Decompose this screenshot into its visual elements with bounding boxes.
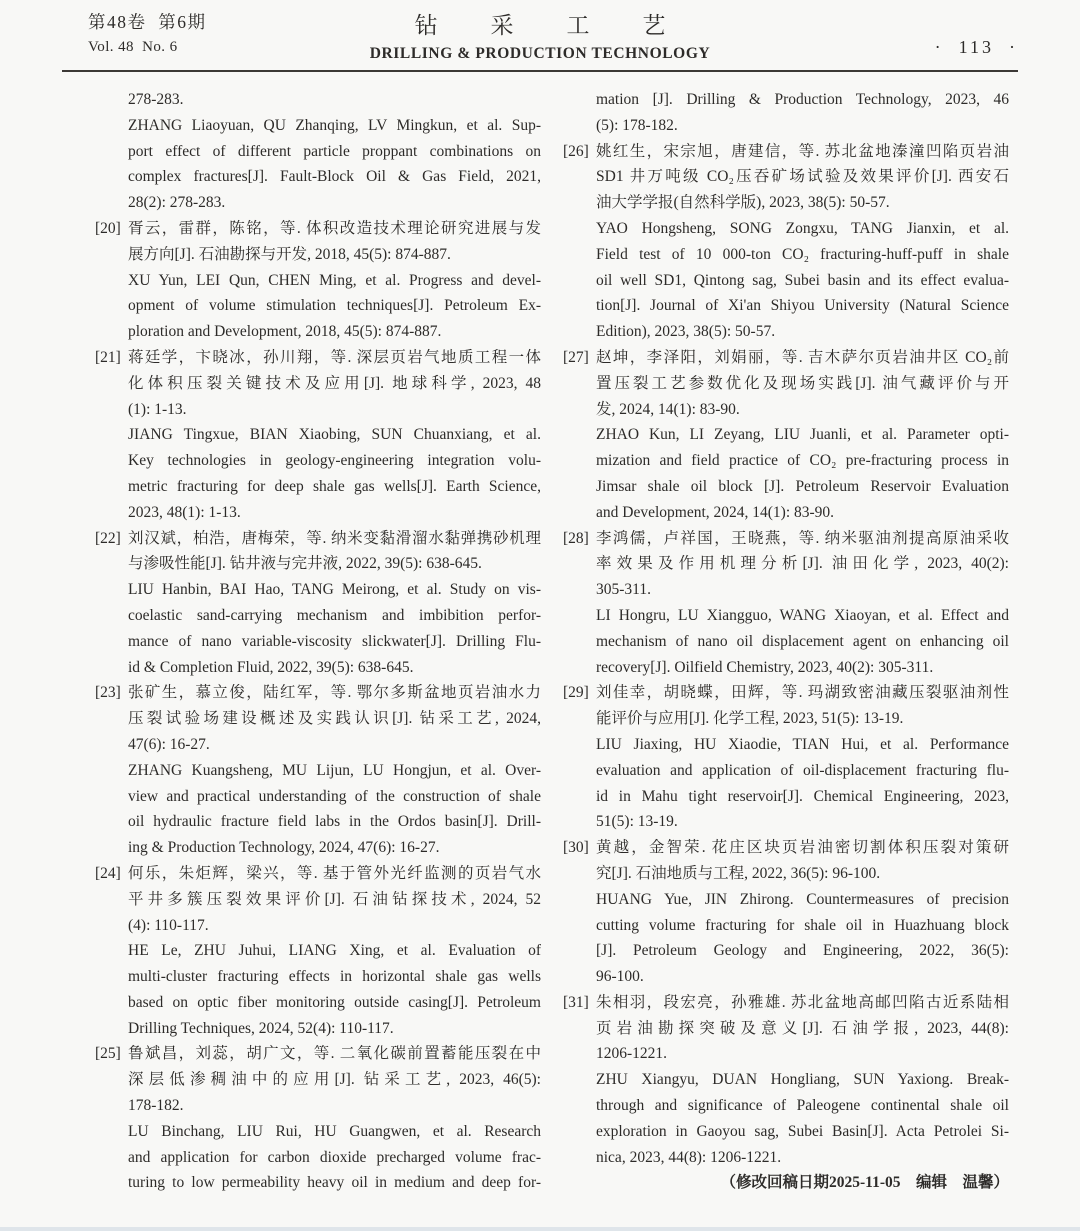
reference-line [95,861,541,887]
reference-line [95,1170,541,1196]
reference-text: oil well SD1, Qintong sag, Subei basin and its effect evalua- [596,271,1009,289]
reference-text: complex fractures[J]. Fault-Block Oil & Gas Field, 2021, [128,168,541,186]
reference-number: [22] [95,529,121,547]
references-column-right [563,87,1009,1196]
reference-text: 47(6): 16-27. [128,735,210,753]
reference-line [563,448,1009,474]
reference-text: 305-311. [596,581,651,599]
reference-line [95,913,541,939]
reference-text: turing to low permeability heavy oil in medium and deep for- [128,1174,541,1192]
reference-text: 化体积压裂关键技术及应用[J]. 地球科学, 2023, 48 [128,374,541,392]
reference-line [563,887,1009,913]
reference-text: 1206-1221. [596,1045,668,1063]
reference-number: [24] [95,864,121,882]
reference-text: 278-283. [128,91,184,108]
reference-text: ZHU Xiangyu, DUAN Hongliang, SUN Yaxiong. Break- [596,1071,1009,1089]
reference-line [563,1067,1009,1093]
reference-line [563,680,1009,706]
reference-line [563,1016,1009,1042]
reference-line [95,551,541,577]
reference-text: multi-cluster fracturing effects in horizontal shale gas wells [128,968,541,986]
reference-text: HE Le, ZHU Juhui, LIANG Xing, et al. Evaluation of [128,942,541,960]
reference-line [95,1119,541,1145]
reference-text: 朱相羽，段宏亮，孙雅雄. 苏北盆地高邮凹陷古近系陆相 [596,993,1009,1011]
reference-line [95,268,541,294]
reference-line [563,784,1009,810]
reference-line [95,629,541,655]
reference-text: tion[J]. Journal of Xi'an Shiyou University (Natural Science [596,297,1009,315]
reference-line [563,835,1009,861]
reference-line [563,293,1009,319]
reference-text: 率效果及作用机理分析[J]. 油田化学, 2023, 40(2): [596,555,1009,573]
reference-text: 蒋廷学，卞晓冰，孙川翔，等. 深层页岩气地质工程一体 [128,348,541,366]
reference-text: YAO Hongsheng, SONG Zongxu, TANG Jianxin, et al. [596,219,1009,237]
reference-line [563,990,1009,1016]
reference-text: opment of volume stimulation techniques[J]. Petroleum Ex- [128,297,541,315]
reference-text: 姚红生，宋宗旭，唐建信，等. 苏北盆地溱潼凹陷页岩油 [596,142,1009,160]
reference-line [95,164,541,190]
reference-text: 深层低渗稠油中的应用[J]. 钻采工艺, 2023, 46(5): [128,1071,541,1089]
reference-line [95,1067,541,1093]
reference-text: (1): 1-13. [128,400,187,418]
reference-line [563,706,1009,732]
reference-text: id in Mahu tight reservoir[J]. Chemical Engineering, 2023, [596,787,1009,805]
reference-line [95,706,541,732]
page-bottom-scan-edge [0,1227,1080,1231]
reference-text: through and significance of Paleogene continental shale oil [596,1097,1009,1115]
reference-line [95,835,541,861]
reference-line [95,139,541,165]
reference-line [95,190,541,216]
reference-text: 页岩油勘探突破及意义[J]. 石油学报, 2023, 44(8): [596,1019,1009,1037]
reference-line [563,1041,1009,1067]
reference-line [563,809,1009,835]
reference-text: coelastic sand-carrying mechanism and imbibition perfor- [128,606,541,624]
reference-text: LIU Jiaxing, HU Xiaodie, TIAN Hui, et al. Performance [596,735,1009,753]
reference-line [563,1145,1009,1171]
revision-editor-note [563,1170,1009,1196]
reference-text: 刘佳幸，胡晓蝶，田辉，等. 玛湖致密油藏压裂驱油剂性 [596,684,1009,702]
reference-line [95,422,541,448]
reference-text: (4): 110-117. [128,916,209,934]
reference-line [95,113,541,139]
reference-line [563,422,1009,448]
reference-text: 51(5): 13-19. [596,813,678,831]
reference-text: XU Yun, LEI Qun, CHEN Ming, et al. Progress and devel- [128,271,541,289]
reference-text: 展方向[J]. 石油勘探与开发, 2018, 45(5): 874-887. [128,245,451,263]
header-journal-title-block [120,14,960,62]
reference-line [563,603,1009,629]
reference-text: 鲁斌昌，刘蕊，胡广文，等. 二氧化碳前置蓄能压裂在中 [128,1045,541,1063]
reference-line [95,732,541,758]
reference-text: mechanism of nano oil displacement agent on enhancing oil [596,632,1009,650]
reference-line [95,319,541,345]
reference-line [95,577,541,603]
reference-line [95,938,541,964]
reference-text: mation [J]. Drilling & Production Technology, 2023, 46 [596,91,1009,108]
reference-text: nica, 2023, 44(8): 1206-1221. [596,1148,782,1166]
reference-text: view and practical understanding of the construction of shale [128,787,541,805]
reference-line [563,938,1009,964]
reference-line [95,500,541,526]
reference-number: [25] [95,1045,121,1063]
reference-line [563,913,1009,939]
reference-text: port effect of different particle proppant combinations on [128,142,541,160]
reference-line [563,190,1009,216]
reference-text: mance of nano variable-viscosity slickwater[J]. Drilling Flu- [128,632,541,650]
volume-issue-english: Vol. 48 No. 6 [88,38,178,55]
reference-text: evaluation and application of oil-displacement fracturing flu- [596,761,1009,779]
reference-line [563,732,1009,758]
reference-line [563,113,1009,139]
reference-number: [26] [563,142,589,160]
reference-line [563,551,1009,577]
reference-line [563,319,1009,345]
references-column-left [95,87,541,1196]
reference-text: Field test of 10 000-ton CO₂ fracturing-huff-puff in shale [596,245,1009,263]
reference-text: and application for carbon dioxide precharged volume frac- [128,1148,541,1166]
reference-text: LU Binchang, LIU Rui, HU Guangwen, et al. Research [128,1122,541,1140]
reference-line [95,448,541,474]
reference-text: 28(2): 278-283. [128,194,226,212]
reference-line [563,577,1009,603]
reference-line [95,371,541,397]
reference-text: Jimsar shale oil block [J]. Petroleum Reservoir Evaluation [596,477,1009,495]
reference-text: Drilling Techniques, 2024, 52(4): 110-117. [128,1019,394,1037]
reference-text: ZHANG Liaoyuan, QU Zhanqing, LV Mingkun, et al. Sup- [128,116,541,134]
reference-line [95,680,541,706]
reference-text: 压裂试验场建设概述及实践认识[J]. 钻采工艺, 2024, [128,710,541,728]
reference-line [95,1093,541,1119]
reference-text: ZHAO Kun, LI Zeyang, LIU Juanli, et al. Parameter opti- [596,426,1009,444]
reference-text: 赵坤，李泽阳，刘娟丽，等. 吉木萨尔页岩油井区 CO₂前 [596,348,1009,366]
reference-number: [28] [563,529,589,547]
reference-text: 刘汉斌，柏浩，唐梅荣，等. 纳米变黏滑溜水黏弹携砂机理 [128,529,541,547]
reference-line [95,784,541,810]
reference-line [563,629,1009,655]
reference-line [95,655,541,681]
reference-line [95,242,541,268]
reference-text: 能评价与应用[J]. 化学工程, 2023, 51(5): 13-19. [596,710,904,728]
reference-text: （修改回稿日期2025-11-05 编辑 温馨） [720,1174,1009,1192]
reference-text: JIANG Tingxue, BIAN Xiaobing, SUN Chuanxiang, et al. [128,426,541,444]
reference-line [95,603,541,629]
reference-number: [27] [563,348,589,366]
reference-text: 张矿生，慕立俊，陆红军，等. 鄂尔多斯盆地页岩油水力 [128,684,541,702]
reference-text: recovery[J]. Oilfield Chemistry, 2023, 40(2): 305-311. [596,658,934,676]
reference-line [95,474,541,500]
reference-text: 李鸿儒，卢祥国，王晓燕，等. 纳米驱油剂提高原油采收 [596,529,1009,547]
reference-text: 178-182. [128,1097,184,1115]
journal-title-english: DRILLING & PRODUCTION TECHNOLOGY [369,45,711,62]
reference-line [95,887,541,913]
reference-text: 与渗吸性能[J]. 钻井液与完井液, 2022, 39(5): 638-645. [128,555,482,573]
reference-text: LI Hongru, LU Xiangguo, WANG Xiaoyan, et al. Effect and [596,606,1009,624]
reference-line [95,1145,541,1171]
reference-text: LIU Hanbin, BAI Hao, TANG Meirong, et al. Study on vis- [128,581,541,599]
reference-text: oil hydraulic fracture field labs in the Ordos basin[J]. Drill- [128,813,541,831]
reference-line [563,164,1009,190]
reference-line [563,861,1009,887]
reference-text: metric fracturing for deep shale gas wells[J]. Earth Science, [128,477,541,495]
reference-line [95,758,541,784]
reference-text: HUANG Yue, JIN Zhirong. Countermeasures of precision [596,890,1009,908]
reference-line [563,371,1009,397]
reference-line [563,242,1009,268]
references-section [95,87,1009,1196]
reference-text: SD1 井万吨级 CO₂压吞矿场试验及效果评价[J]. 西安石 [596,168,1009,186]
reference-text: 平井多簇压裂效果评价[J]. 石油钻探技术, 2024, 52 [128,890,541,908]
reference-line [95,526,541,552]
reference-text: 置压裂工艺参数优化及现场实践[J]. 油气藏评价与开 [596,374,1009,392]
reference-line [95,1041,541,1067]
reference-line [563,397,1009,423]
reference-line [563,500,1009,526]
reference-text: 2023, 48(1): 1-13. [128,503,241,521]
reference-line [563,345,1009,371]
reference-number: [30] [563,839,589,857]
reference-line [563,1119,1009,1145]
reference-number: [20] [95,219,121,237]
reference-text: 何乐，朱炬辉，梁兴，等. 基于管外光纤监测的页岩气水 [128,864,541,882]
reference-text: 96-100. [596,968,644,986]
reference-number: [21] [95,348,121,366]
reference-line [563,964,1009,990]
reference-text: Key technologies in geology-engineering integration volu- [128,452,541,470]
reference-line [563,87,1009,113]
reference-text: [J]. Petroleum Geology and Engineering, 2022, 36(5): [596,942,1009,960]
reference-line [95,293,541,319]
reference-line [563,268,1009,294]
reference-line [95,1016,541,1042]
volume-issue-chinese: 第48卷 第6期 [88,12,207,32]
reference-line [95,990,541,1016]
reference-text: exploration in Gaoyou sag, Subei Basin[J]. Acta Petrolei Si- [596,1122,1009,1140]
reference-line [95,397,541,423]
reference-line [563,139,1009,165]
reference-text: id & Completion Fluid, 2022, 39(5): 638-645. [128,658,414,676]
reference-text: 黄越，金智荣. 花庄区块页岩油密切割体积压裂对策研 [596,839,1009,857]
reference-text: (5): 178-182. [596,116,678,134]
journal-title-chinese: 钻采工艺 [414,13,719,38]
reference-text: ZHANG Kuangsheng, MU Lijun, LU Hongjun, et al. Over- [128,761,541,779]
reference-text: Edition), 2023, 38(5): 50-57. [596,323,776,341]
reference-text: 发, 2024, 14(1): 83-90. [596,400,740,418]
reference-text: cutting volume fracturing for shale oil in Huazhuang block [596,916,1009,934]
reference-line [563,1093,1009,1119]
header-divider-rule [62,70,1018,72]
reference-line [95,216,541,242]
reference-line [95,345,541,371]
reference-line [95,809,541,835]
reference-text: 究[J]. 石油地质与工程, 2022, 36(5): 96-100. [596,864,881,882]
reference-text: based on optic fiber monitoring outside casing[J]. Petroleum [128,993,541,1011]
reference-number: [31] [563,993,589,1011]
page-number: · 113 · [934,37,1018,57]
reference-text: 油大学学报(自然科学版), 2023, 38(5): 50-57. [596,194,890,212]
reference-number: [29] [563,684,589,702]
reference-text: ploration and Development, 2018, 45(5): 874-887. [128,323,442,341]
reference-line [95,87,541,113]
reference-line [563,655,1009,681]
reference-text: ing & Production Technology, 2024, 47(6): 16-27. [128,839,440,857]
reference-line [563,758,1009,784]
reference-text: and Development, 2024, 14(1): 83-90. [596,503,835,521]
reference-text: 胥云，雷群，陈铭，等. 体积改造技术理论研究进展与发 [128,219,541,237]
reference-line [95,964,541,990]
reference-line [563,526,1009,552]
reference-text: mization and field practice of CO₂ pre-fracturing process in [596,452,1009,470]
reference-number: [23] [95,684,121,702]
reference-line [563,474,1009,500]
reference-line [563,216,1009,242]
